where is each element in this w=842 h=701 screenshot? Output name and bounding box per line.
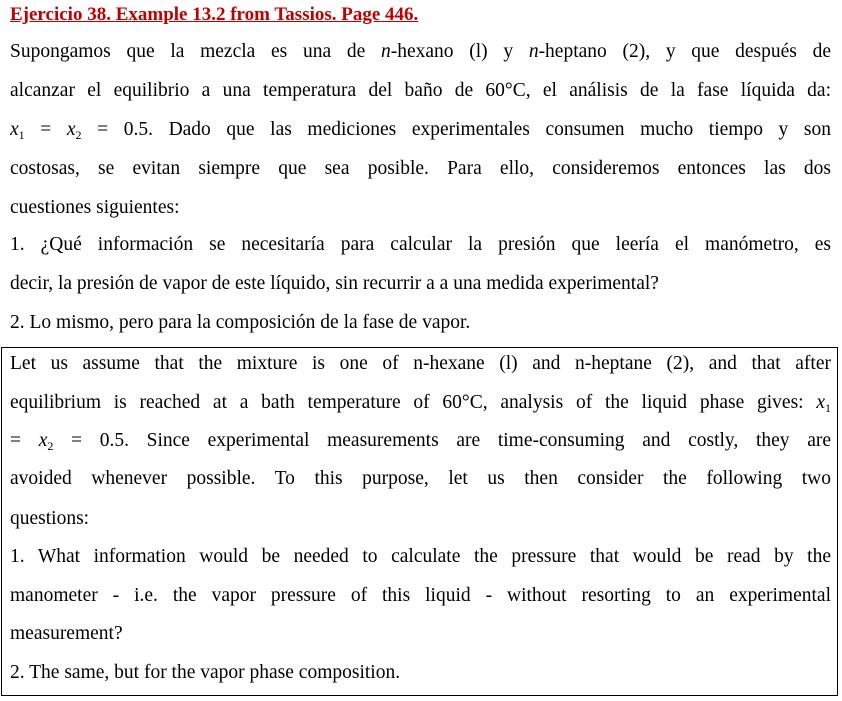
english-line-4: avoided whenever possible. To this purpose, let us then consider the following two xyxy=(10,468,831,489)
english-line-3: = $x_2 = 0.5$. Since experimental measurements are time-consuming and costly, they are xyxy=(10,430,832,453)
spanish-line-8: 2. Lo mismo, pero para la composición de la fase de vapor. xyxy=(10,312,471,333)
english-line-7: manometer - i.e. the vapor pressure of this liquid - without resorting to an experimental xyxy=(10,585,831,606)
spanish-line-1: Supongamos que la mezcla es una de n-hexano (l) y n-heptano (2), y que después de xyxy=(10,41,831,62)
spanish-line-3: $x_1 = x_2 = 0.5$. Dado que las mediciones experimentales consumen mucho tiempo y son xyxy=(10,119,831,142)
english-line-2: equilibrium is reached at a bath temperature of 60°C, analysis of the liquid phase gives: $x_1$ xyxy=(10,392,831,415)
spanish-line-2: alcanzar el equilibrio a una temperatura del baño de 60°C, el análisis de la fase líquida da: xyxy=(10,80,831,101)
exercise-title: Ejercicio 38. Example 13.2 from Tassios. Page 446. xyxy=(10,4,419,25)
english-line-1: Let us assume that the mixture is one of n-hexane (l) and n-heptane (2), and that after xyxy=(10,353,831,374)
spanish-line-4: costosas, se evitan siempre que sea posible. Para ello, consideremos entonces las dos xyxy=(10,158,831,179)
spanish-line-7: decir, la presión de vapor de este líquido, sin recurrir a a una medida experimental? xyxy=(10,273,659,294)
spanish-line-5: cuestiones siguientes: xyxy=(10,197,180,218)
english-line-9: 2. The same, but for the vapor phase composition. xyxy=(10,662,401,683)
english-line-5: questions: xyxy=(10,508,90,529)
english-line-6: 1. What information would be needed to calculate the pressure that would be read by the xyxy=(10,546,831,567)
english-line-8: measurement? xyxy=(10,623,123,644)
spanish-line-6: 1. ¿Qué información se necesitaría para calcular la presión que leería el manómetro, es xyxy=(10,234,831,255)
